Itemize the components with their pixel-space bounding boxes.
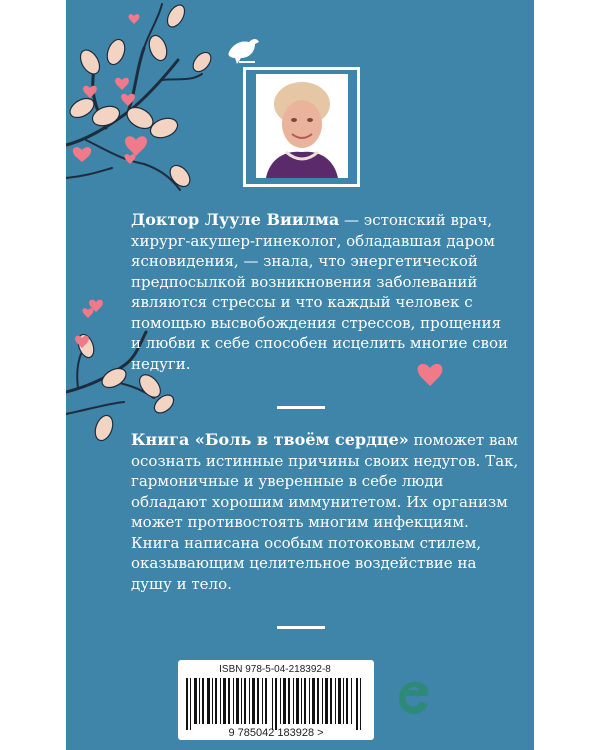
barcode-icon [186,678,366,730]
book-back-cover [66,0,534,750]
barcode-digits: 9 785042 183928 > [228,727,324,739]
book-description [131,430,521,594]
book-title: Книга «Боль в твоём сердце» [131,430,409,449]
author-bio-text: — эстонский врач, хирург-акушер-гинеколог, обладавшая даром ясновидения, — знала, что энергетической предпосылкой возникновения заболеваний являются стрессы и что каждый человек с помощью высвобождения стрессов, прощения и любви к себе способен исцелить многие свои недуги. [131,211,508,373]
bird-icon [223,32,263,70]
book-style-text: Книга написана особым потоковым стилем, оказывающим целительное воздействие на душу и тело. [131,533,482,593]
publisher-logo-icon [394,676,434,720]
isbn-label: ISBN 978-5-04-218392-8 [219,664,331,675]
divider-top [277,406,325,409]
divider-bottom [277,626,325,629]
author-name: Доктор Лууле Виилма [131,210,340,229]
author-portrait [256,74,348,178]
book-description-text: поможет вам осознать истинные причины своих недугов. Так, гармоничные и уверенные в себе люди обладают хорошим иммунитетом. Их организм может противостоять многим инфекциям. [131,431,519,531]
author-bio [131,210,511,374]
top-hearts [73,14,147,164]
